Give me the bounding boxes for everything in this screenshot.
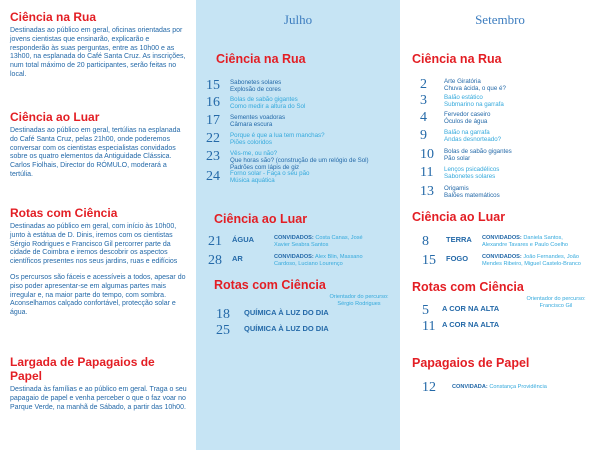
section-text-2: Os percursos são fáceis e acessíveis a todos, apesar do piso poder apresentar-se em algumas partes mais irregular e, na maior parte do tempo, com sombra. Aconselhamos calçado confortável, protecção solar e água. <box>10 273 186 317</box>
activity: Origamis <box>444 185 469 192</box>
julho-rua-row <box>206 96 305 110</box>
setembro-papagaios-title: Papagaios de Papel <box>412 356 530 370</box>
activity: Bolas de sabão gigantes <box>230 96 298 103</box>
element-label: TERRA <box>446 235 472 244</box>
day-number: 11 <box>420 165 434 180</box>
section-text: Destinadas ao público em geral, oficinas orientadas por jovens cientistas que ensinarão, explicarão e responderão às suas perguntas, entre as 10h00 e as 13h00, na esplanada do Café Santa Cruz. As inscrições, num total máximo de 20 participantes, serão feitas no local. <box>10 27 186 78</box>
activity: Vês-me, ou não? <box>230 150 278 157</box>
route-label: QUÍMICA À LUZ DO DIA <box>244 308 329 317</box>
julho-column <box>196 0 400 450</box>
setembro-rua-row <box>420 94 504 108</box>
julho-rotas-title: Rotas com Ciência <box>214 278 326 292</box>
section-text: Destinada às famílias e ao público em geral. Traga o seu papagaio de papel e venha perceber o que o faz voar no Parque Verde, na manhã de Sábado, a partir das 10h00. <box>10 386 187 411</box>
day-number: 10 <box>420 147 434 162</box>
guest-names: Alex Blin, Massano Cardoso, Luciano Lourenço <box>274 254 363 267</box>
activity: Chuva ácida, o que é? <box>444 85 506 93</box>
julho-rua-row <box>206 150 369 172</box>
section-text: Destinadas ao público em geral, tertúlias na esplanada do Café Santa Cruz, pelas 21h00, onde poderemos conversar com os cientistas especialistas convidados sobre os quatro elementos da Antiguidade Clássica. Carlos Fiolhais, Director do RÓMULO, moderará a tertúlia. <box>10 127 181 178</box>
julho-rua-row <box>206 114 285 128</box>
setembro-rua-row <box>420 111 490 125</box>
day-number: 5 <box>422 303 429 318</box>
activity: Sabonetes solares <box>230 79 282 86</box>
setembro-column <box>400 0 600 450</box>
section-title: Ciência na Rua <box>10 10 97 24</box>
setembro-rua-row <box>420 166 499 180</box>
day-number: 28 <box>208 253 222 268</box>
setembro-papagaios-row <box>422 381 547 395</box>
activity: Música aquática <box>230 177 275 185</box>
day-number: 13 <box>420 184 434 199</box>
day-number: 22 <box>206 131 220 146</box>
month-title: Julho <box>283 12 313 27</box>
setembro-rua-row <box>420 148 512 162</box>
activity: Balão estático <box>444 94 483 101</box>
day-number: 4 <box>420 110 427 125</box>
setembro-rotas-row <box>422 320 499 334</box>
setembro-rua-row <box>420 78 506 92</box>
day-number: 23 <box>206 149 220 164</box>
section-text: Destinadas ao público em geral, com início às 10h00, junto à estátua de D. Dinis, iremos com os cientistas Sérgio Rodrigues e Francisco Gil percorrer parte da cidade de Coimbra e iremos descobrir os aspectos científicos presentes nos seus jardins, ruas e edifícios <box>10 223 178 266</box>
activity: Arte Giratória <box>444 78 481 85</box>
activity: Pão solar <box>444 155 471 163</box>
setembro-luar-row <box>422 235 588 249</box>
element-label: ÁGUA <box>232 235 255 244</box>
setembro-rua-row <box>420 129 501 143</box>
activity: Porque é que a lua tem manchas? <box>230 132 325 139</box>
activity: Balão na garrafa <box>444 129 490 136</box>
guest-label: CONVIDADOS: <box>274 235 314 241</box>
activity: Que horas são? (construção de um relógio de Sol) <box>230 157 369 165</box>
section-ciencia-ao-luar <box>10 110 190 187</box>
activity: Sementes voadoras <box>230 114 286 121</box>
activity: Piões coloridos <box>230 139 272 147</box>
day-number: 15 <box>422 253 436 268</box>
day-number: 15 <box>206 78 220 93</box>
activity: Submarino na garrafa <box>444 101 504 109</box>
activity: Forno solar - Faça o seu pão <box>230 170 310 177</box>
day-number: 16 <box>206 95 220 110</box>
julho-rua-row <box>206 170 309 184</box>
section-title: Ciência ao Luar <box>10 110 100 124</box>
setembro-rua-title: Ciência na Rua <box>412 52 502 66</box>
section-title: Largada de Papagaios de Papel <box>10 355 155 383</box>
activity: Câmara escura <box>230 121 273 129</box>
setembro-luar-row <box>422 254 588 268</box>
guide-note: Orientador do percurso: Sérgio Rodrigues <box>329 294 389 307</box>
day-number: 8 <box>422 234 429 249</box>
day-number: 25 <box>216 323 230 338</box>
setembro-rotas-row <box>422 304 499 318</box>
activity: Sabonetes solares <box>444 173 496 181</box>
activity: Fervedor caseiro <box>444 111 491 118</box>
activity: Lenços psicadélicos <box>444 166 500 173</box>
setembro-luar-title: Ciência ao Luar <box>412 210 506 224</box>
julho-luar-title: Ciência ao Luar <box>214 212 308 226</box>
guest-label: CONVIDADA: <box>452 384 488 390</box>
day-number: 11 <box>422 319 436 334</box>
guest-label: CONVIDADOS: <box>274 254 314 260</box>
section-papagaios <box>10 355 190 419</box>
julho-rotas-row <box>216 308 329 322</box>
day-number: 3 <box>420 93 427 108</box>
guest-names: Costa Canas, José Xavier Seabra Santos <box>274 235 363 248</box>
element-label: FOGO <box>446 254 469 263</box>
month-title: Setembro <box>475 12 525 27</box>
guest-label: CONVIDADOS: <box>482 235 522 241</box>
activity: Explosão de cores <box>230 86 281 94</box>
activity: Como medir a altura do Sol <box>230 103 306 111</box>
julho-rua-title: Ciência na Rua <box>216 52 306 66</box>
day-number: 2 <box>420 77 427 92</box>
activity: Óculos de água <box>444 118 488 126</box>
activity: Bolas de sabão gigantes <box>444 148 512 155</box>
activity: Andas desnorteado? <box>444 136 502 144</box>
day-number: 21 <box>208 234 222 249</box>
guest-names: Daniela Santos, Alexandre Tavares e Paulo Coelho <box>482 235 569 248</box>
section-ciencia-na-rua <box>10 10 190 87</box>
activity: Balões matemáticos <box>444 192 500 200</box>
route-label: A COR NA ALTA <box>442 320 500 329</box>
guest-names: João Fernandes, João Mendes Ribeiro, Miguel Castelo-Branco <box>482 254 581 267</box>
day-number: 24 <box>206 169 220 184</box>
day-number: 18 <box>216 307 230 322</box>
julho-rotas-row <box>216 324 329 338</box>
day-number: 9 <box>420 128 427 143</box>
setembro-rotas-title: Rotas com Ciência <box>412 280 524 294</box>
day-number: 17 <box>206 113 220 128</box>
activity: Padrões com lápis de giz <box>230 164 300 172</box>
route-label: A COR NA ALTA <box>442 304 500 313</box>
guide-note: Orientador do percurso: Francisco Gil <box>526 296 586 309</box>
julho-luar-row <box>208 235 366 249</box>
guest-label: CONVIDADOS: <box>482 254 522 260</box>
guest-name: Constança Providência <box>489 384 547 390</box>
day-number: 12 <box>422 380 436 395</box>
section-title: Rotas com Ciência <box>10 206 118 220</box>
section-rotas-com-ciencia <box>10 206 190 325</box>
route-label: QUÍMICA À LUZ DO DIA <box>244 324 329 333</box>
julho-luar-row <box>208 254 366 268</box>
julho-rua-row <box>206 79 281 93</box>
element-label: AR <box>232 254 243 263</box>
setembro-rua-row <box>420 185 500 199</box>
julho-rua-row <box>206 132 325 146</box>
